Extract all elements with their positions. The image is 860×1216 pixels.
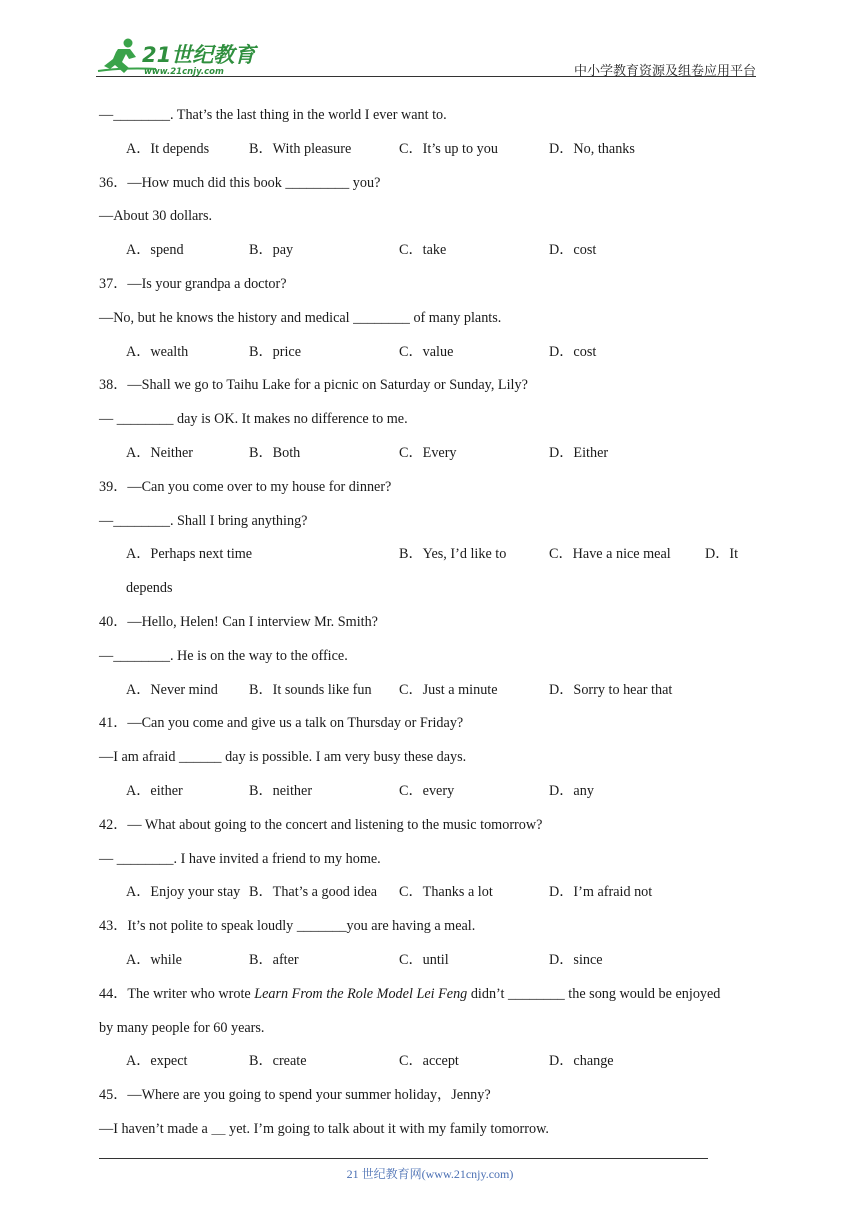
- text-fragment: didn’t ________ the song would be enjoyed: [467, 985, 721, 1002]
- text-line: — ________ day is OK. It makes no difference to me.: [99, 411, 408, 428]
- text-line: 37．—Is your grandpa a doctor?: [99, 275, 287, 292]
- text-line: by many people for 60 years.: [99, 1019, 265, 1036]
- option-c: C．take: [399, 242, 447, 259]
- text-line: 42．— What about going to the concert and listening to the music tomorrow?: [99, 816, 543, 833]
- option-d: D．change: [549, 1053, 614, 1070]
- text-line: 41．—Can you come and give us a talk on Thursday or Friday?: [99, 715, 464, 732]
- text-line: 36．—How much did this book _________ you?: [99, 174, 381, 191]
- answer-options: [99, 133, 769, 167]
- option-b: B．pay: [249, 242, 294, 259]
- option-c: C．accept: [399, 1053, 459, 1070]
- option-c: C．Have a nice meal: [549, 546, 671, 563]
- option-c: C．value: [399, 343, 454, 360]
- text-line: —________. Shall I bring anything?: [99, 512, 308, 529]
- text-line: —________. That’s the last thing in the world I ever want to.: [99, 107, 447, 123]
- option-b: B．Both: [249, 444, 301, 461]
- option-d: D．any: [549, 782, 594, 799]
- header-platform-text: 中小学教育资源及组卷应用平台: [573, 64, 756, 79]
- option-b: B．create: [249, 1053, 307, 1070]
- option-c: C．every: [399, 782, 455, 799]
- footer-divider: [99, 1158, 708, 1159]
- option-a: A．Enjoy your stay: [126, 884, 241, 901]
- answer-options: [99, 538, 769, 572]
- option-c: C．Just a minute: [399, 681, 498, 698]
- text-fragment: 44．The writer who wrote: [99, 985, 255, 1002]
- footer-text: 21 世纪教育网(www.21cnjy.com): [346, 1167, 514, 1181]
- text-line: 45．—Where are you going to spend your summer holiday，Jenny?: [99, 1087, 491, 1104]
- text-line: —I am afraid ______ day is possible. I am very busy these days.: [99, 749, 467, 766]
- text-line: —About 30 dollars.: [99, 208, 213, 225]
- option-b: B．It sounds like fun: [249, 681, 372, 698]
- text-line: [99, 978, 769, 1012]
- answer-options: [99, 336, 769, 370]
- answer-options: [99, 674, 769, 708]
- question-list: [99, 99, 769, 1147]
- text-line: 38．—Shall we go to Taihu Lake for a picnic on Saturday or Sunday, Lily?: [99, 377, 528, 394]
- answer-options: [99, 775, 769, 809]
- option-d: D．I’m afraid not: [549, 884, 653, 901]
- logo: [96, 35, 261, 77]
- option-b: B．after: [249, 951, 299, 968]
- option-a: A．Never mind: [126, 681, 218, 698]
- answer-options: [99, 1045, 769, 1079]
- logo-text: 21世纪教育: [142, 43, 256, 67]
- answer-options: [99, 234, 769, 268]
- option-c: C．Every: [399, 444, 457, 461]
- book-title: Learn From the Role Model Lei Feng: [254, 985, 468, 1002]
- option-a: A．wealth: [126, 343, 189, 360]
- option-a: A．spend: [126, 242, 184, 259]
- answer-options: [99, 876, 769, 910]
- text-line: —I haven’t made a ＿ yet. I’m going to talk about it with my family tomorrow.: [99, 1120, 549, 1137]
- option-b: B．price: [249, 343, 302, 360]
- option-c: C．It’s up to you: [399, 140, 498, 157]
- option-b: B．With pleasure: [249, 140, 352, 157]
- option-a: A．Perhaps next time: [126, 546, 253, 563]
- option-a: A．It depends: [126, 140, 210, 157]
- text-line: depends: [126, 580, 173, 597]
- page-header: [96, 30, 756, 78]
- text-line: —________. He is on the way to the office.: [99, 647, 348, 664]
- text-line: — ________. I have invited a friend to my home.: [99, 850, 381, 867]
- option-d: D．since: [549, 951, 603, 968]
- text-line: 39．—Can you come over to my house for dinner?: [99, 478, 392, 495]
- option-d: D．cost: [549, 343, 597, 360]
- option-c: C．Thanks a lot: [399, 884, 493, 901]
- option-d: D．It: [705, 546, 739, 563]
- option-b: B．That’s a good idea: [249, 884, 378, 901]
- answer-options: [99, 437, 769, 471]
- option-d: D．Sorry to hear that: [549, 681, 673, 698]
- option-d: D．cost: [549, 242, 597, 259]
- option-d: D．No, thanks: [549, 140, 635, 157]
- option-c: C．until: [399, 951, 449, 968]
- option-a: A．while: [126, 951, 182, 968]
- option-a: A．Neither: [126, 444, 193, 461]
- logo-url: www.21cnjy.com: [144, 67, 224, 77]
- header-divider: [96, 76, 756, 77]
- option-a: A．expect: [126, 1053, 188, 1070]
- answer-options: [99, 944, 769, 978]
- option-b: B．neither: [249, 782, 313, 799]
- text-line: 40．—Hello, Helen! Can I interview Mr. Smith?: [99, 613, 378, 630]
- option-b: B．Yes, I’d like to: [399, 546, 507, 563]
- text-line: —No, but he knows the history and medical ________ of many plants.: [99, 309, 502, 326]
- text-line: 43．It’s not polite to speak loudly _______you are having a meal.: [99, 918, 476, 935]
- option-a: A．either: [126, 782, 183, 799]
- option-d: D．Either: [549, 444, 609, 461]
